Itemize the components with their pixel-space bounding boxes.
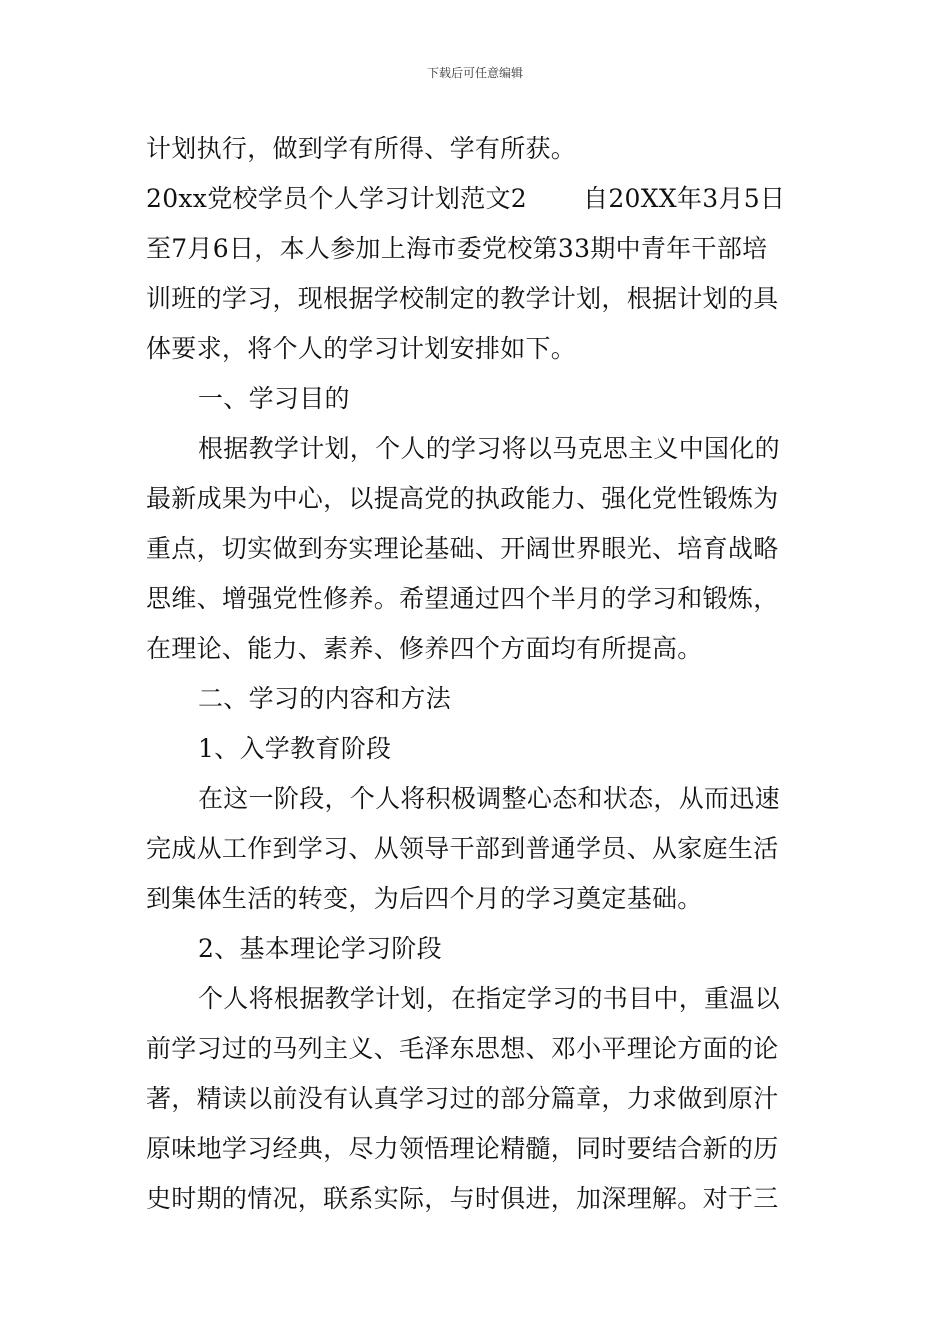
paragraph-line: 在这一阶段，个人将积极调整心态和状态，从而迅速: [198, 784, 780, 813]
paragraph-line: 训班的学习，现根据学校制定的教学计划，根据计划的具: [146, 284, 779, 313]
paragraph-start: 自20XX年3月5日: [583, 184, 786, 213]
paragraph-line: 著，精读以前没有认真学习过的部分篇章，力求做到原汁: [146, 1084, 779, 1113]
paragraph-line: 至7月6日，本人参加上海市委党校第33期中青年干部培: [146, 234, 768, 263]
page-header-note: 下载后可任意编辑: [426, 66, 523, 80]
paragraph-line: 重点，切实做到夯实理论基础、开阔世界眼光、培育战略: [146, 534, 779, 563]
paragraph-line: 思维、增强党性修养。希望通过四个半月的学习和锻炼，: [146, 584, 779, 613]
paragraph-line: 到集体生活的转变，为后四个月的学习奠定基础。: [146, 884, 703, 913]
subsection-heading: 1、入学教育阶段: [198, 734, 392, 763]
document-title: 20xx党校学员个人学习计划范文2: [146, 184, 528, 213]
section-heading: 一、学习目的: [198, 384, 350, 413]
paragraph-line: 史时期的情况，联系实际，与时俱进，加深理解。对于三: [146, 1184, 779, 1213]
section-heading: 二、学习的内容和方法: [198, 684, 452, 713]
paragraph-line: 个人将根据教学计划，在指定学习的书目中，重温以: [198, 984, 780, 1013]
paragraph-line: 完成从工作到学习、从领导干部到普通学员、从家庭生活: [146, 834, 779, 863]
paragraph-line: 在理论、能力、素养、修养四个方面均有所提高。: [146, 634, 703, 663]
paragraph-line: 根据教学计划，个人的学习将以马克思主义中国化的: [198, 434, 780, 463]
subsection-heading: 2、基本理论学习阶段: [198, 934, 442, 963]
document-title-line: [146, 174, 810, 224]
paragraph-line: 原味地学习经典，尽力领悟理论精髓，同时要结合新的历: [146, 1134, 779, 1163]
document-body: [146, 124, 810, 1224]
paragraph-line: 最新成果为中心，以提高党的执政能力、强化党性锻炼为: [146, 484, 779, 513]
paragraph-line: 前学习过的马列主义、毛泽东思想、邓小平理论方面的论: [146, 1034, 779, 1063]
paragraph-line: 体要求，将个人的学习计划安排如下。: [146, 334, 577, 363]
paragraph-line: 计划执行，做到学有所得、学有所获。: [146, 134, 577, 163]
